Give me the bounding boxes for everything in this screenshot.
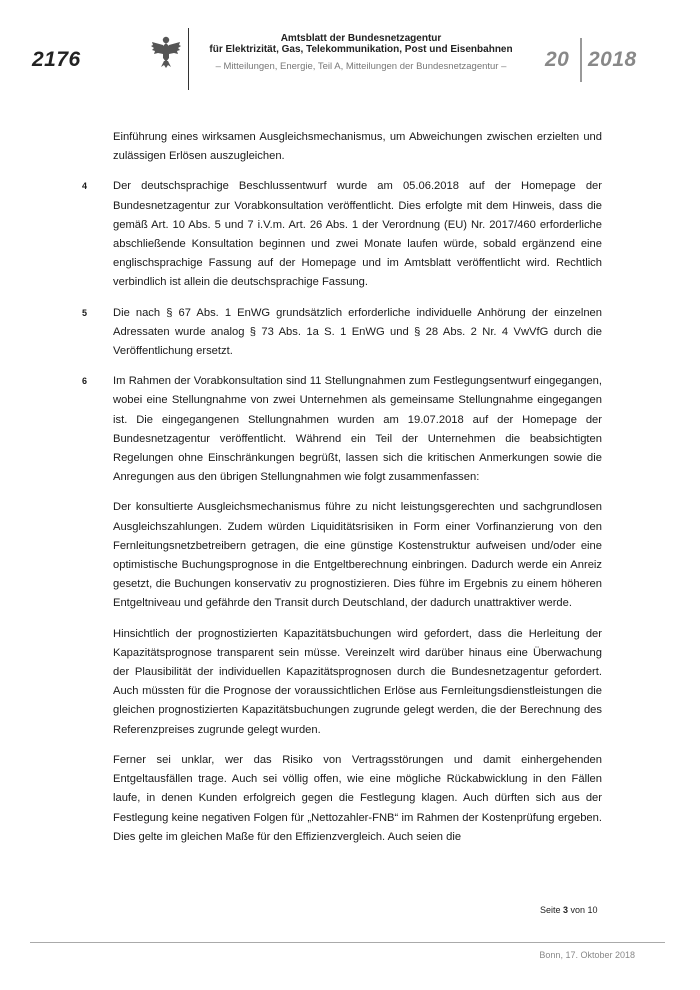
paragraph-number: 6: [82, 376, 88, 387]
paragraph-text: Einführung eines wirksamen Ausgleichsmechanismus, um Abweichungen zwischen erzielten und zulässigen Erlösen auszugleichen.: [113, 131, 602, 163]
federal-eagle-icon: [150, 34, 182, 68]
paragraph-5: [82, 304, 602, 362]
issue-year: 2018: [588, 48, 637, 71]
gazette-subtitle: – Mitteilungen, Energie, Teil A, Mitteilungen der Bundesnetzagentur –: [215, 61, 507, 72]
paragraph-6-comment-3: [113, 751, 602, 847]
gazette-title-line2: für Elektrizität, Gas, Telekommunikation, Post und Eisenbahnen: [209, 44, 513, 55]
page-indicator-prefix: Seite: [540, 905, 564, 915]
gazette-title-line1: Amtsblatt der Bundesnetzagentur: [280, 33, 442, 44]
paragraph-text: Hinsichtlich der prognostizierten Kapazitätsbuchungen wird gefordert, dass die Herleitung der Kapazitätsprognose transparent sein müsse. Vereinzelt wird darüber hinaus eine Überwachung der Plausibilität der individuellen Kapazitätsprognosen durch die Bundesnetzagentur gefordert. Auch müssten für die Prognose der voraussichtlichen Erlöse aus Fernleitungsdienstleistungen die gleichen prognostizierten Kapazitätsbuchungen zugrunde gelegt werden, die der Berechnung des Referenzpreises zugrunde gelegt wurden.: [113, 627, 602, 736]
paragraph-text: Ferner sei unklar, wer das Risiko von Vertragsstörungen und damit einhergehenden Entgeltausfällen trage. Auch sei völlig offen, wie eine mögliche Rückabwicklung in den Fällen laufe, in denen Kunden erfolgreich gegen die Festlegung klagen. Auch dürften sich aus der Festlegung keine negativen Folgen für „Nettozahler-FNB“ im Rahmen der Kostenprüfung ergeben. Dies gelte im gleichen Maße für den Effizienzvergleich. Auch seien die: [113, 753, 602, 843]
document-body: [82, 128, 602, 858]
paragraph-6-comment-1: [113, 498, 602, 613]
paragraph-continuation: [113, 128, 602, 166]
header-divider: [188, 28, 189, 90]
issue-number: 20: [545, 48, 570, 71]
paragraph-text: Der deutschsprachige Beschlussentwurf wurde am 05.06.2018 auf der Homepage der Bundesnetzagentur zur Vorabkonsultation veröffentlicht. Dies erfolgte mit dem Hinweis, dass die gemäß Art. 10 Abs. 5 und 7 i.V.m. Art. 26 Abs. 1 der Verordnung (EU) Nr. 2017/460 erforderliche abschließende Konsultation beginnen und zwei Monate laufen würde, sobald ergänzend eine englischsprachige Fassung auf der Homepage und im Amtsblatt veröffentlicht wird. Rechtlich verbindlich ist allein die deutschsprachige Fassung.: [113, 180, 602, 289]
paragraph-text: Im Rahmen der Vorabkonsultation sind 11 Stellungnahmen zum Festlegungsentwurf eingegangen, wobei eine Stellungnahme von zwei Unternehmen als gemeinsame Stellungnahme eingegangen ist. Die eingegangenen Stellungnahmen wurden am 19.07.2018 auf der Homepage der Bundesnetzagentur veröffentlicht. Während ein Teil der Unternehmen die beabsichtigten Regelungen ohne Einschränkungen begrüßt, lassen sich die kritischen Anmerkungen sowie die Anregungen aus den übrigen Stellungnahmen wie folgt zusammenfassen:: [113, 375, 602, 484]
page-indicator-suffix: von 10: [568, 905, 598, 915]
paragraph-text: Die nach § 67 Abs. 1 EnWG grundsätzlich erforderliche individuelle Anhörung der einzelnen Adressaten wurde analog § 73 Abs. 1a S. 1 EnWG und § 28 Abs. 2 Nr. 4 VwVfG durch die Veröffentlichung ersetzt.: [113, 306, 602, 358]
issue-divider: [580, 38, 582, 82]
paragraph-6: [82, 372, 602, 487]
paragraph-text: Der konsultierte Ausgleichsmechanismus führe zu nicht leistungsgerechten und sachgrundlosen Ausgleichszahlungen. Zudem würden Liquiditätsrisiken in Form einer Vorfinanzierung von den Fernleitungsnetzbetreibern getragen, die eine günstige Kostenstruktur aufweisen und/oder eine optimistische Buchungsprognose in die Entgeltberechnung einbringen. Dadurch werde ein Anreiz gesetzt, die Buchungen konservativ zu prognostizieren. Dies führe im Ergebnis zu einem höheren Entgeltniveau und gefährde den Transit durch Deutschland, der dadurch unattraktiver werde.: [113, 501, 602, 610]
paragraph-6-comment-2: [113, 625, 602, 740]
footer-date: Bonn, 17. Oktober 2018: [539, 950, 635, 960]
footer-divider: [30, 942, 665, 943]
page-indicator-current: 3: [563, 905, 569, 915]
paragraph-4: [82, 177, 602, 292]
paragraph-number: 5: [82, 307, 88, 318]
page-number: 2176: [32, 48, 81, 71]
page-indicator: [540, 905, 598, 915]
paragraph-number: 4: [82, 181, 88, 192]
